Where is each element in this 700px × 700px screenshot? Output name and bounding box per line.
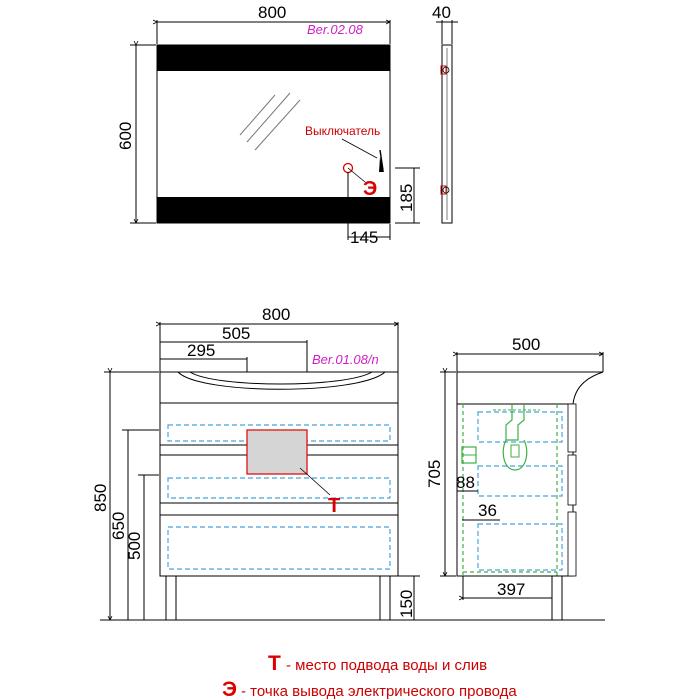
cabinet-side-view (425, 335, 603, 620)
cabinet-cutout (247, 430, 307, 474)
legend-t-letter: Т (268, 652, 281, 675)
leg-height-dim: 150 (397, 589, 416, 618)
mirror-depth-dim: 40 (432, 3, 451, 22)
height-500-dim: 500 (125, 531, 144, 560)
pipe-36-dim: 36 (478, 501, 497, 520)
mirror-bottom-band (157, 197, 390, 223)
legend-t-text: - место подвода воды и слив (286, 657, 488, 674)
pipe-88-dim: 88 (456, 473, 475, 492)
height-total-dim: 850 (91, 483, 110, 512)
switch-height-dim: 185 (397, 183, 416, 212)
water-marker: Т (328, 495, 341, 517)
inner-depth-dim: 397 (497, 580, 526, 599)
mirror-height-dim: 600 (116, 121, 135, 150)
cabinet-version: Ber.01.08/n (312, 352, 379, 367)
switch-label: Выключатель (305, 124, 381, 138)
mirror-version: Ber.02.08 (307, 22, 363, 37)
drain-offset-dim: 505 (222, 324, 251, 343)
legend-e-letter: Э (222, 678, 237, 700)
mirror-front-view (116, 3, 420, 247)
side-depth-dim: 500 (512, 335, 541, 354)
legend-e-text: - точка вывода электрического провода (241, 683, 517, 700)
outlet-marker: Э (363, 178, 378, 200)
cabinet-width-dim: 800 (262, 305, 291, 324)
water-offset-dim: 295 (187, 341, 216, 360)
legend (222, 652, 517, 700)
mirror-width-dim: 800 (258, 3, 287, 22)
mirror-side-view (432, 3, 458, 223)
height-650-dim: 650 (109, 511, 128, 540)
switch-offset-dim: 145 (350, 228, 379, 247)
side-height-dim: 705 (425, 459, 444, 488)
mirror-top-band (157, 45, 390, 71)
